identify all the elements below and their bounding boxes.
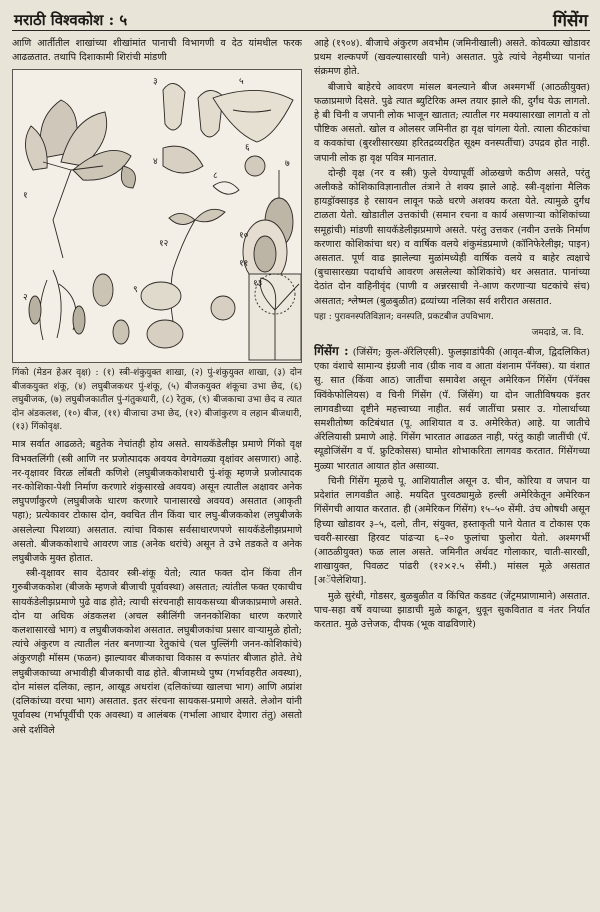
- text-columns: [12, 37, 590, 912]
- fig-label-1: १: [23, 191, 28, 202]
- entry-headword: गिंसेंग :: [314, 344, 349, 359]
- fan-leaves-drawing: [25, 100, 135, 258]
- fig-label-3: ३: [153, 77, 158, 88]
- entry-text-1: (जिंसेंग; कुल-ॲरेलिएसी). फुलझाडांपैकी (आवृत-बीज, द्विदलिकित) एका वंशाचे सामान्य इंग्रजी नाव (ग्रीक नाव व आता वंशनाम पॅनॅक्स). या वंशात सु. सात (किंवा आठ) जातींचा समावेश असून अमेरिकन गिंसेंग (पॅनॅक्स क्विंकेफोलियस) व चिनी गिंसेंग (पॅ. जिंसेंग) या दोन जातीविषयक इतर लागवडीच्या दृष्टीने महत्त्वाच्या नाहीत. सर्व जातींचा प्रसार उ. गोलार्धाच्या समशीतोष्ण कटिबंधात (पू. आशियात व उ. अमेरिकेत) आहे. या जातीचे ॲरेलियासी प्रमाणे आहे. गिंसेंग भारतात आढळत नाही, परंतु काही जातींची (पॅ. स्यूडोजिंसेंग व पॅ. फ्रुटिकोसस) घामोत शोभाकरिता लागवड करतात. गिंसेंगच्या मुळ्या भारतात आयात होत असाव्या.: [314, 347, 590, 472]
- left-column: [12, 37, 302, 912]
- left-paragraph-2: स्त्री-वृक्षावर साव देठावर स्त्री-शंकू येतो; त्यात फक्त दोन किंवा तीन गुरुबीजककोश (बीजके म्हणजे बीजाची पूर्वावस्था) असतात; त्यांतील फक्त एकाचीच सायकॅडेलीझप्रमाणे पुढे वाढ होते; त्याची संरचनाही सायकसच्या बीजकाप्रमाणे असते. दोन या अधिक अंडकलश (अचल स्त्रीलिंगी जननकोशिका धारण करणारे कलशासारखे भाग) व लघुबीजककोश असतात. लघुबीजकांचा प्रसार वाऱ्यामुळे होतो; त्यांचे अंकुरण व त्यातील नंतर बनणाऱ्या रेतुकांचे (चल पुल्लिंगी जनन-कोशिकांचे) अंकुरणही मॉसम (फळन) झाल्यावर बीजकाचा विकास व रूपांतर बीजात होते. तेथे लघुबीजकाच्या अभावीही बीजकाची वाढ होते. बीजामध्ये पुष्प (गर्भावहरीत अवस्था), दोन मांसल दलिका, ल्हान, आखूड अधरांश (दलिकांच्या खालचा भाग) आणि अप्रांश (दलिकांच्या वरचा भाग) असतात. इतर संरचना सायकस-प्रमाणे असते. लेओन यांनी पूर्वावस्थ (गर्भापूर्वीची एक अवस्था) व आलंबक (गर्भाला आधार देणारा तंतु) असतो असे दर्शविले: [12, 568, 302, 736]
- fig-label-6: ६: [245, 143, 250, 154]
- fig-label-5: ५: [239, 77, 244, 88]
- page-headword: गिंसेंग: [552, 11, 588, 31]
- ginseng-entry-para-1: [314, 344, 590, 474]
- fig-label-11: ११: [239, 259, 249, 270]
- fig-label-12: १२: [159, 239, 169, 250]
- ginseng-entry-para-3: मुळे सुरंधी, गोडसर, बुळबुळीत व किंचित कडवट (जेंट्रमप्राणामाने) असतात. पाच-सहा वर्षे वयाच्या झाडाची मुळे काढून, धुवून सुकवितात व नंतर निर्यात करतात. मुळे उत्तेजक, दीपक (भूक वाढविणारे): [314, 590, 590, 630]
- intro-text: आणि आर्तीतील शाखांच्या शीखांमांत पानाची विभागणी व देठ यांमधील फरक आढळतात. तथापि दिशाकामी शिरांची मांडणी: [12, 38, 302, 64]
- figure-caption: गिंको (मेडन हेअर वृक्ष) : (१) स्त्री-शंकुयुक्त शाखा, (२) पुं-शंकुयुक्त शाखा, (३) दोन बीजकयुक्त शंकू, (४) लघुबीजकधर पुं-शंकू, (५) बीजकयुक्त शंकूचा उभा छेद, (६) लघुबीजक, (७) लघुबीजकातील पुं-गंतुकधारी, (८) रेतुक, (९) बीजकाचा उभा छेद व त्यात दोन अंडकलश, (१०) बीज, (११) बीजाचा उभा छेद, (१२) बीजांकुरण व लहान बीजधारी, (१३) गिंकोवृक्ष.: [12, 368, 302, 433]
- fig-label-8: ८: [213, 171, 218, 182]
- right-column: [314, 37, 590, 912]
- page-header: [12, 8, 590, 31]
- fig-label-7: ७: [285, 159, 290, 170]
- running-head: मराठी विश्वकोश : ५: [14, 11, 128, 29]
- ginseng-entry-para-2: चिनी गिंसेंग मूळचे पू. आशियातील असून उ. चीन, कोरिया व जपान या प्रदेशांत लागवडीत आहे. मयदित पुरवठ्यामुळे हल्ली अमेरिकेतून अमेरिकन गिंसेंगची आयात करतात. ही (अमेरिकन गिंसेंग) १५–५० सेंमी. उंच ओषधी असून हिच्या खोडावर ३–५, दलो, तीन, संयुक्त, हस्ताकृती पाने येतात व टोकास एक चवरी-सारखा हिरवट पांढऱ्या ६–२० फुलांचा फुलोरा येतो. अश्मगर्भी (आठळीयुक्त) फळ लाल असते. जमिनीत अर्धवट गोलाकार, चाती-सारखी, शाखायुक्त, पिवळट पांढरी (१२×२.५ सेंमी.) मांसल मूळे असतात [अॅपेलेशिया].: [314, 475, 590, 587]
- ginkgo-plate: [13, 70, 301, 362]
- right-paragraph-3: दोन्ही वृक्ष (नर व स्त्री) फुले येण्यापूर्वी ओळखणे कठीण असते, परंतु अलीकडे कोशिकाविज्ञानातील तंत्राने ते शक्य झाले आहे. स्त्री-वृक्षांना मैलिक हायड्रॉक्साइड हे रसायन लावून फळे धरणे अशक्य करता येते. त्यामुळे दुर्गंध टाळता येतो. खोडातील उत्तकांची (समान रचना व कार्य असणाऱ्या कोशिकांच्या समूहांची) मांडणी सायकॅडेलीझप्रमाणे असते. परंतु उत्तकर (नवीन उत्तके निर्माण करणारा कोशिकांचा थर) व वार्षिक वलये शंकुमंडप्रमाणे (कॉनिफेरेलीझ; पाइन) असतात. पूर्ण वाढ झालेल्या मुळांमध्येही वार्षिक वलये व बाहेर त्वक्षाचे (बुचासारख्या पदार्थाचे आवरण असलेल्या कोशिकांचे) थर असतात. पानांच्या देठांत दोन वाहिनीवृंद (पाणी व अन्नरसाची ने-आण करणाऱ्या घटकांचे संच) असतात; श्लेष्मल (बुळबुळीत) द्रव्यांच्या नलिका सर्व शरीरात असतात.: [314, 167, 590, 307]
- fig-label-2: २: [23, 293, 28, 304]
- fig-label-13: १३: [253, 279, 263, 290]
- ginkgo-illustration: [12, 69, 302, 363]
- right-paragraph-1: आहे (१९०४). बीजाचे अंकुरण अवभौम (जमिनीखाली) असते. कोवळ्या खोडावर प्रथम शल्कपर्णे (खवल्यासारखी पाने) असतात. पुढे त्यांचे नेहमीच्या पानांत संक्रमण होते.: [314, 38, 590, 78]
- see-also-reference: पहा : पुरावनस्पतिविज्ञान; वनस्पति, प्रकटबीज उपविभाग.: [314, 311, 494, 322]
- fig-label-9: ९: [133, 285, 138, 296]
- fig-label-10: १०: [239, 231, 249, 242]
- left-paragraph-1: मात्र सर्वात आढळते; बहुतेक नेचांतही होय असते. सायकॅडेलीझ प्रमाणे गिंको वृक्ष विभक्तलिंगी (स्त्री आणि नर प्रजोत्पादक अवयव वेगवेगळ्या वृक्षांवर असणारा) आहे. नर-वृक्षावर विरळ लोंबती कणिशे (लघुबीजककोशधारी पुं-शंकू म्हणजे प्रजोत्पादक नर-कोशिका-पेशी निर्माण करणारे शंकुसारखे अवयव) असून त्यातील अक्षावर अनेक लघुपर्णांकुरणे (लघुबीजके धारण करणारे पानासारखे अवयव) असतात (आकृती पहा); प्रत्येकावर टोकास दोन, क्वचित तीन किंवा चार लघु-बीजककोश (लघुबीजके असलेल्या पिशव्या) असतात. त्यांचा विकास सर्वसाधारणपणे सायकॅडेलीझप्रमाणे असतो. बीजककोशाचे आवरण जाड (अनेक थरांचे) असून ते उभे तडकते व अनेक लघुबीजके मुक्त होतात.: [12, 439, 302, 565]
- fig-label-4: ४: [153, 157, 158, 168]
- right-paragraph-2: बीजाचे बाहेरचे आवरण मांसल बनल्याने बीज अश्मगर्भी (आठळीयुक्त) फळाप्रमाणे दिसते. पुढे त्यात ब्युटिरिक अम्ल तयार झाले की, दुर्गंध येऊ लागतो. हे बी चिनी व जपानी लोक भाजून खातात; त्यातील गर मक्यासारखा लागतो व तो पौष्टिक असतो. खोल व ओलसर जमिनीत हा वृक्ष चांगला येतो. त्याला कीटकांचा व कवकांचा (बुरशीसारख्या हरितद्रव्यरहित सूक्ष्म वनस्पतींचा) उपद्रव होत नाही. जपानी लोक हा वृक्ष पवित्र मानतात.: [314, 81, 590, 164]
- article-author: जमदाडे, ज. वि.: [531, 327, 584, 338]
